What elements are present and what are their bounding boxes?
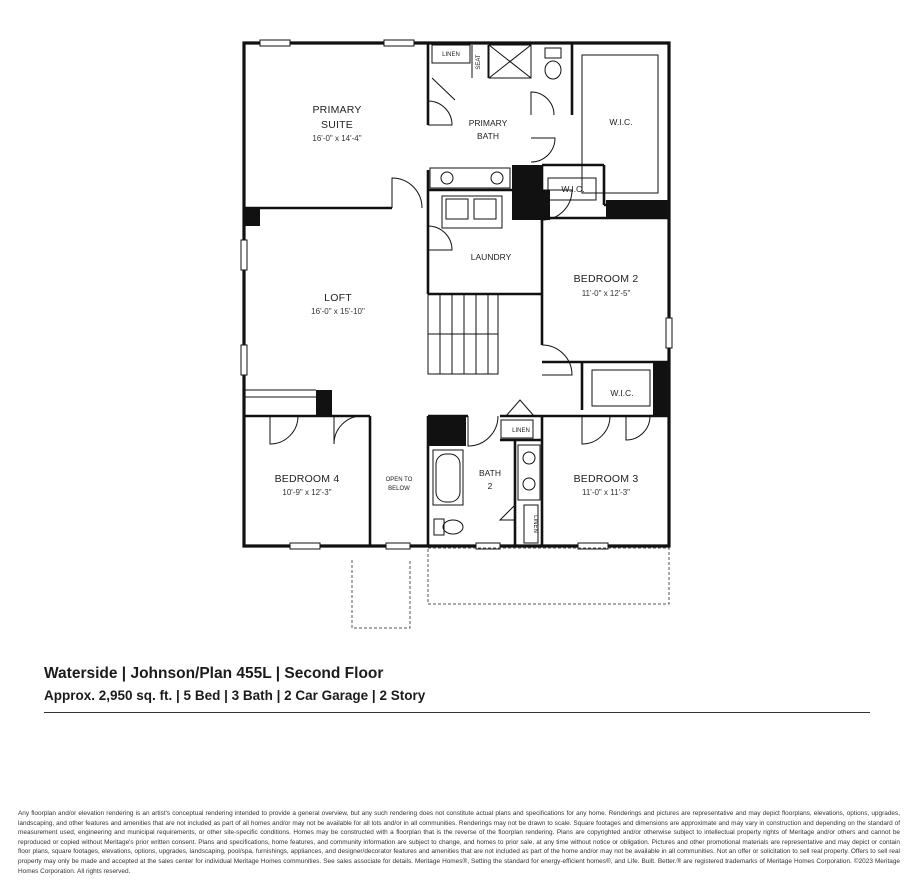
toilet-icon [545,61,561,79]
primary-bath-label: PRIMARY [468,118,508,128]
bedroom3-label: BEDROOM 3 [573,473,639,485]
bedroom2-dims: 11'-0" x 12'-5" [581,289,631,298]
wic-bed3-label: W.I.C. [610,388,634,398]
porch-outline [352,548,669,628]
toilet-icon [443,520,463,534]
primary-suite-label-2: SUITE [321,119,353,131]
linen-mid-label: LINEN [512,428,530,434]
bedroom3-dims: 11'-0" x 11'-3" [581,488,631,497]
bedroom2-label: BEDROOM 2 [573,273,639,285]
room-labels [275,52,639,533]
laundry-label: LAUNDRY [470,252,512,262]
divider [44,712,870,713]
loft-dims: 16'-0" x 15'-10" [311,307,365,316]
open-to-below-label: OPEN TO [385,477,413,483]
seat-label: SEAT [476,54,482,70]
wic-bed2-label: W.I.C. [561,184,585,194]
wic-primary-label: W.I.C. [609,117,633,127]
bedroom4-label: BEDROOM 4 [274,473,340,485]
bath2-label-2: 2 [487,481,493,491]
bedroom4-dims: 10'-9" x 12'-3" [282,488,332,497]
linen-top-label: LINEN [442,52,460,58]
primary-suite-label: PRIMARY [312,104,362,116]
primary-bath-label-2: BATH [476,131,500,141]
sink-icon [491,172,503,184]
primary-suite-dims: 16'-0" x 14'-4" [312,134,362,143]
plan-title: Waterside | Johnson/Plan 455L | Second Floor [44,665,384,682]
sink-icon [523,478,535,490]
sink-icon [441,172,453,184]
sink-icon [523,452,535,464]
plan-subtitle: Approx. 2,950 sq. ft. | 5 Bed | 3 Bath | 2 Car Garage | 2 Story [44,688,426,703]
stairs [428,294,498,374]
bath2-label: BATH [478,468,502,478]
linen-vert-label: LINEN [532,515,538,533]
legal-disclaimer: Any floorplan and/or elevation rendering is an artist's conceptual rendering intended to provide a general overview, but any such rendering does not constitute actual plans and specifications for any home. Renderings and pictures are representative and may depict floorplans, elevations, options, upgrades, landscaping, and other features and amenities that are not included as part of all homes and/or may not be available for all lots and/or in all communities. Renderings may not be drawn to scale. Square footages and dimensions are approximate and may vary in construction and depending on the standard of measurement used, engineering and municipal requirements, or other site-specific conditions. Homes may be constructed with a floorplan that is the reverse of the floorplan rendering. Plans are copyrighted and/or otherwise subject to intellectual property rights of Meritage and/or others and cannot be reproduced or copied without Meritage's prior written consent. Plans and specifications, home features, and community information are subject to change, and homes to prior sale, at any time without notice or obligation. Pictures and other promotional materials are representative and may depict or contain floor plans, square footages, elevations, options, upgrades, landscaping, pool/spa, furnishings, appliances, and designer/decorator features and amenities that are not included as part of the home and/or may not be available in all communities. Not an offer or solicitation to sell real property. Offers to sell real property may only be made and accepted at the sales center for individual Meritage Homes communities. See sales associate for details. Meritage Homes®, Setting the standard for energy-efficient homes®, and Life. Built. Better.® are registered trademarks of Meritage Homes Corporation. ©2023 Meritage Homes Corporation. All rights reserved. [18,810,900,875]
loft-label: LOFT [324,292,352,304]
open-to-below-label-2: BELOW [388,486,410,492]
